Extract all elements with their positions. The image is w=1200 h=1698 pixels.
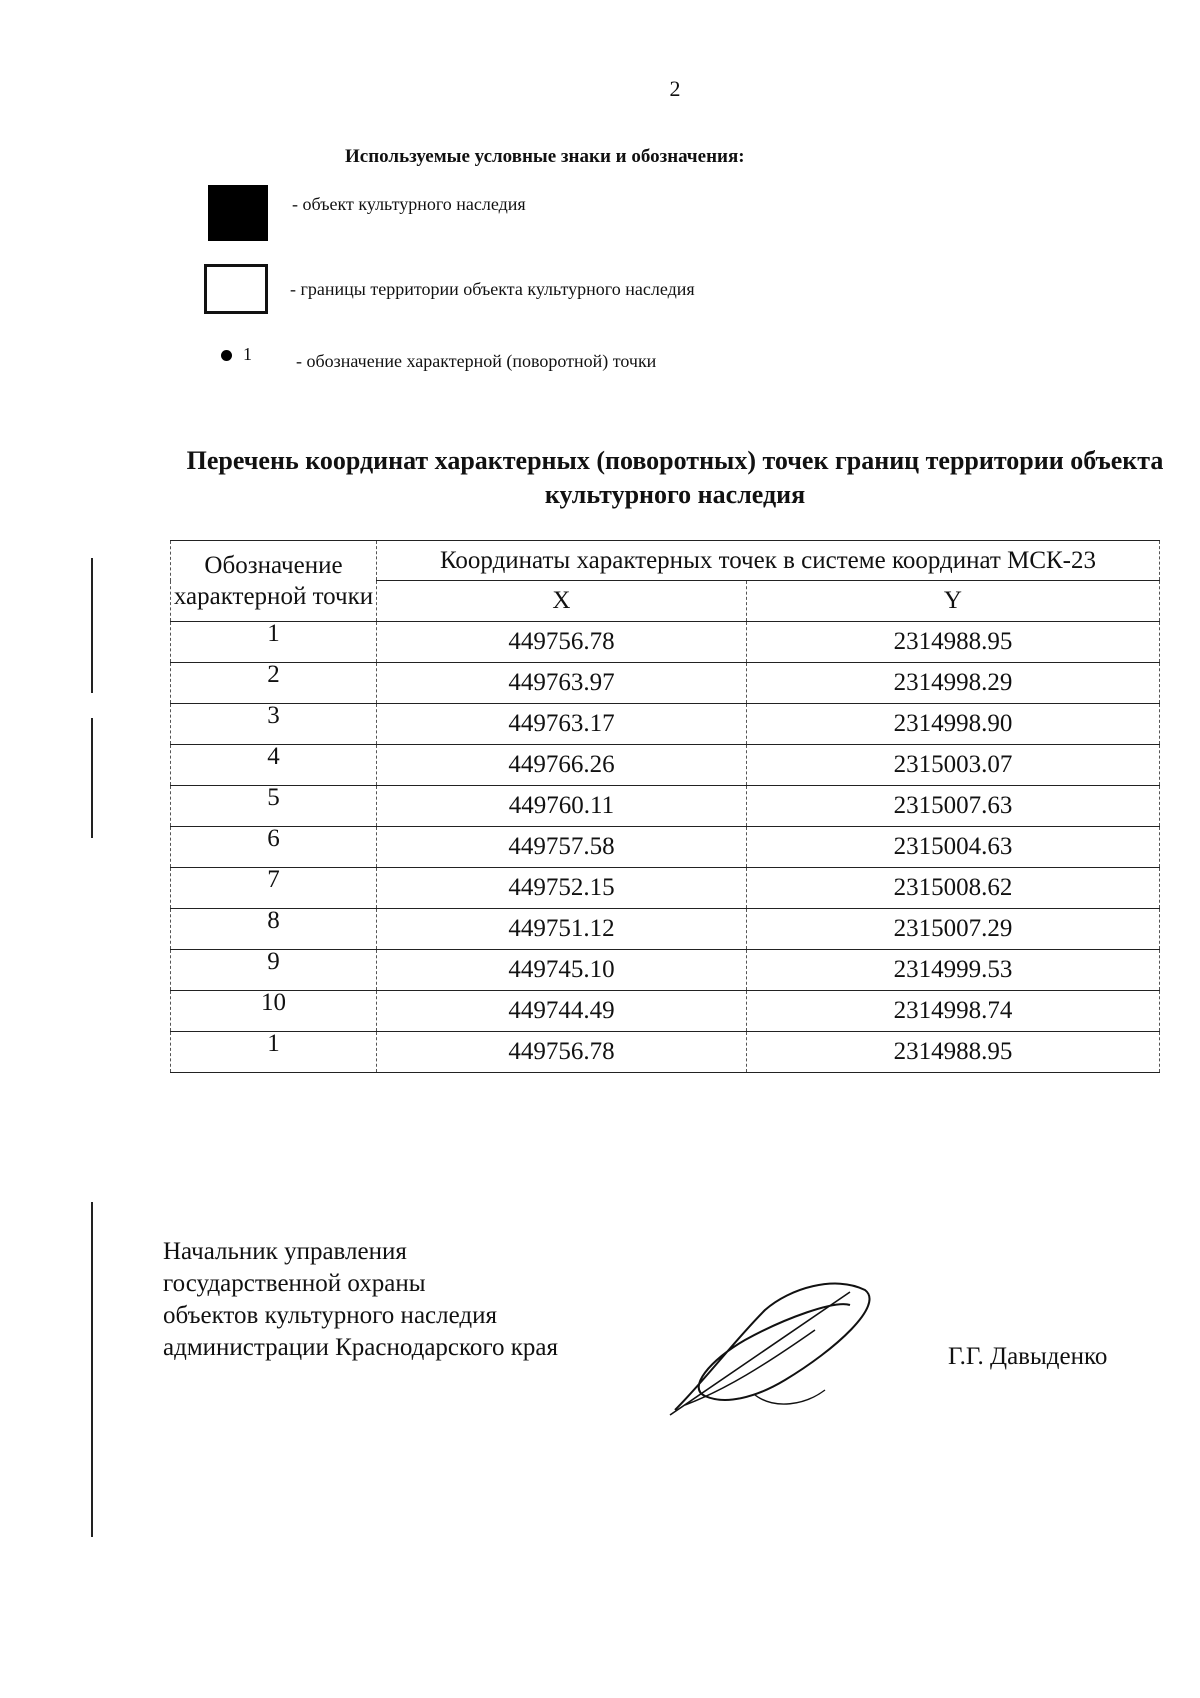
point-cell: 4 (171, 745, 377, 786)
header-x: X (377, 581, 747, 622)
legend-title: Используемые условные знаки и обозначения: (345, 146, 745, 167)
y-cell: 2314988.95 (746, 622, 1159, 663)
signer-name: Г.Г. Давыденко (948, 1343, 1108, 1370)
point-cell: 8 (171, 909, 377, 950)
table-row (171, 786, 1160, 827)
y-cell: 2314998.74 (746, 991, 1159, 1032)
legend-item-text: - обозначение характерной (поворотной) точки (296, 351, 657, 371)
document-title: Перечень координат характерных (поворотных) точек границ территории объекта культурного наследия (186, 446, 1164, 509)
margin-line-top (91, 558, 93, 693)
y-cell: 2314998.90 (746, 704, 1159, 745)
point-symbol-label: 1 (243, 344, 252, 364)
table-row (171, 909, 1160, 950)
table-row (171, 704, 1160, 745)
x-cell: 449756.78 (377, 622, 747, 663)
header-y: Y (746, 581, 1159, 622)
point-cell: 5 (171, 786, 377, 827)
x-cell: 449760.11 (377, 786, 747, 827)
y-cell: 2314998.29 (746, 663, 1159, 704)
position-line: объектов культурного наследия (163, 1302, 497, 1329)
table-row (171, 745, 1160, 786)
legend-item-text: - границы территории объекта культурного наследия (290, 279, 695, 299)
coordinates-table (170, 540, 1160, 1073)
x-cell: 449766.26 (377, 745, 747, 786)
position-line: администрации Краснодарского края (163, 1334, 559, 1361)
margin-line-middle (91, 718, 93, 838)
table-row (171, 950, 1160, 991)
boundary-symbol (204, 264, 268, 314)
point-cell: 6 (171, 827, 377, 868)
y-cell: 2314999.53 (746, 950, 1159, 991)
x-cell: 449745.10 (377, 950, 747, 991)
signatory-position (163, 1236, 558, 1364)
point-cell: 1 (171, 1032, 377, 1073)
point-cell: 10 (171, 991, 377, 1032)
table-row (171, 1032, 1160, 1073)
y-cell: 2315004.63 (746, 827, 1159, 868)
point-cell: 9 (171, 950, 377, 991)
x-cell: 449757.58 (377, 827, 747, 868)
y-cell: 2314988.95 (746, 1032, 1159, 1073)
y-cell: 2315003.07 (746, 745, 1159, 786)
y-cell: 2315007.29 (746, 909, 1159, 950)
table-row (171, 622, 1160, 663)
y-cell: 2315008.62 (746, 868, 1159, 909)
table-row (171, 991, 1160, 1032)
point-dot-icon (221, 350, 232, 361)
table-row (171, 868, 1160, 909)
x-cell: 449756.78 (377, 1032, 747, 1073)
x-cell: 449751.12 (377, 909, 747, 950)
point-cell: 7 (171, 868, 377, 909)
position-line: государственной охраны (163, 1270, 426, 1297)
point-cell: 3 (171, 704, 377, 745)
x-cell: 449752.15 (377, 868, 747, 909)
table-row (171, 827, 1160, 868)
header-coordinates: Координаты характерных точек в системе координат МСК-23 (377, 541, 1160, 581)
heritage-object-symbol (208, 185, 268, 241)
table-row (171, 663, 1160, 704)
point-cell: 2 (171, 663, 377, 704)
y-cell: 2315007.63 (746, 786, 1159, 827)
header-point-label: Обозначение характерной точки (171, 541, 377, 622)
page-number: 2 (669, 76, 681, 101)
margin-line-bottom (91, 1202, 93, 1537)
point-cell: 1 (171, 622, 377, 663)
x-cell: 449763.97 (377, 663, 747, 704)
handwritten-signature (665, 1270, 885, 1420)
legend-item-text: - объект культурного наследия (292, 194, 526, 214)
position-line: Начальник управления (163, 1238, 407, 1265)
x-cell: 449763.17 (377, 704, 747, 745)
x-cell: 449744.49 (377, 991, 747, 1032)
